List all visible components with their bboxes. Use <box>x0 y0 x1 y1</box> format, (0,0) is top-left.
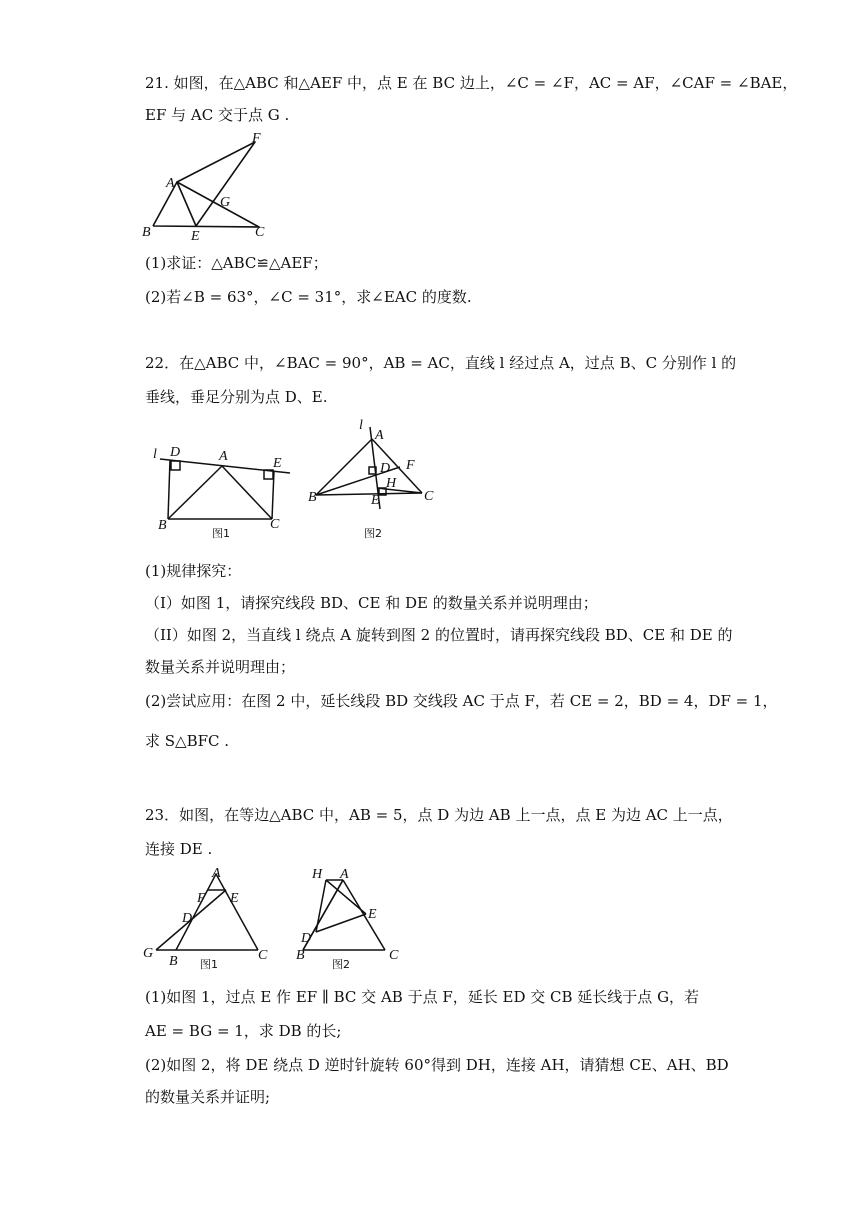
fig1-label-A: A <box>212 866 221 881</box>
fig1-label-l: l <box>153 447 157 462</box>
q21-part2: (2)若∠B = 63°，∠C = 31°，求∠EAC 的度数. <box>145 288 472 306</box>
fig1-label-B: B <box>169 954 178 969</box>
fig2-caption: 图2 <box>332 958 350 971</box>
fig1-label-B: B <box>158 518 167 533</box>
fig2-label-C: C <box>389 948 399 963</box>
q23-statement-line2: 连接 DE . <box>145 840 213 858</box>
q22-part2-line2: 求 S△BFC . <box>145 732 230 750</box>
label-E: E <box>191 229 200 242</box>
q23-statement-line1: 23．如图，在等边△ABC 中，AB = 5，点 D 为边 AB 上一点，点 E 为边 AC 上一点， <box>145 806 733 824</box>
q21-part1: (1)求证：△ABC≌△AEF； <box>145 254 328 272</box>
fig1-label-C: C <box>270 517 280 532</box>
q23-part2-line1: (2)如图 2，将 DE 绕点 D 逆时针旋转 60°得到 DH，连接 AH，请猜想 CE、AH、BD <box>145 1056 729 1074</box>
q21-statement-line1: 21. 如图，在△ABC 和△AEF 中，点 E 在 BC 边上，∠C = ∠F，AC = AF，∠CAF = ∠BAE， <box>145 74 798 92</box>
triangle-aef <box>177 142 255 226</box>
fig2-label-l: l <box>359 418 363 433</box>
q22-part-ii-line1: （II）如图 2，当直线 l 绕点 A 旋转到图 2 的位置时，请再探究线段 BD、CE 和 DE 的 <box>145 626 733 644</box>
q23-part1-line2: AE = BG = 1，求 DB 的长; <box>145 1022 342 1040</box>
fig2-label-A: A <box>375 428 384 443</box>
fig2-label-F: F <box>406 458 415 473</box>
fig2-label-H: H <box>312 867 323 882</box>
fig1-label-F: F <box>197 891 206 906</box>
label-B: B <box>142 225 151 240</box>
q22-part1-heading: (1)规律探究： <box>145 562 242 580</box>
fig2-label-B: B <box>296 948 305 963</box>
fig1-label-D: D <box>170 445 181 460</box>
fig2-label-D: D <box>301 931 312 946</box>
q22-figures <box>150 415 450 545</box>
fig2-caption: 图2 <box>364 527 382 540</box>
fig1-label-C: C <box>258 948 268 963</box>
fig1-label-A: A <box>219 449 228 464</box>
q22-statement-line1: 22．在△ABC 中，∠BAC = 90°，AB = AC，直线 l 经过点 A，过点 B、C 分别作 l 的 <box>145 354 737 372</box>
q22-part-i: （I）如图 1，请探究线段 BD、CE 和 DE 的数量关系并说明理由； <box>145 594 598 612</box>
q22-part-ii-line2: 数量关系并说明理由； <box>145 658 296 676</box>
q23-part1-line1: (1)如图 1，过点 E 作 EF ∥ BC 交 AB 于点 F，延长 ED 交 CB 延长线于点 G，若 <box>145 988 700 1006</box>
label-A: A <box>166 176 175 191</box>
fig2-label-B: B <box>308 490 317 505</box>
fig1-label-E: E <box>230 891 239 906</box>
label-F: F <box>252 131 261 146</box>
label-G: G <box>220 195 231 210</box>
q23-figures <box>140 862 420 974</box>
fig1-label-E: E <box>273 456 282 471</box>
q23-part2-line2: 的数量关系并证明; <box>145 1088 271 1106</box>
q21-figure <box>140 130 280 242</box>
fig2-label-H: H <box>386 476 397 491</box>
fig2-label-A: A <box>340 867 349 882</box>
fig1-caption: 图1 <box>212 527 230 540</box>
q21-statement-line2: EF 与 AC 交于点 G . <box>145 106 290 124</box>
fig1-label-D: D <box>182 911 193 926</box>
q22-part2-line1: (2)尝试应用：在图 2 中，延长线段 BD 交线段 AC 于点 F，若 CE = 2，BD = 4，DF = 1， <box>145 692 778 710</box>
fig1-label-G: G <box>143 946 154 961</box>
fig1-caption: 图1 <box>200 958 218 971</box>
label-C: C <box>255 225 265 240</box>
fig2-label-E: E <box>368 907 377 922</box>
fig2-label-D: D <box>380 461 391 476</box>
fig2-label-E: E <box>371 493 380 508</box>
q22-statement-line2: 垂线，垂足分别为点 D、E. <box>145 388 328 406</box>
fig2-label-C: C <box>424 489 434 504</box>
